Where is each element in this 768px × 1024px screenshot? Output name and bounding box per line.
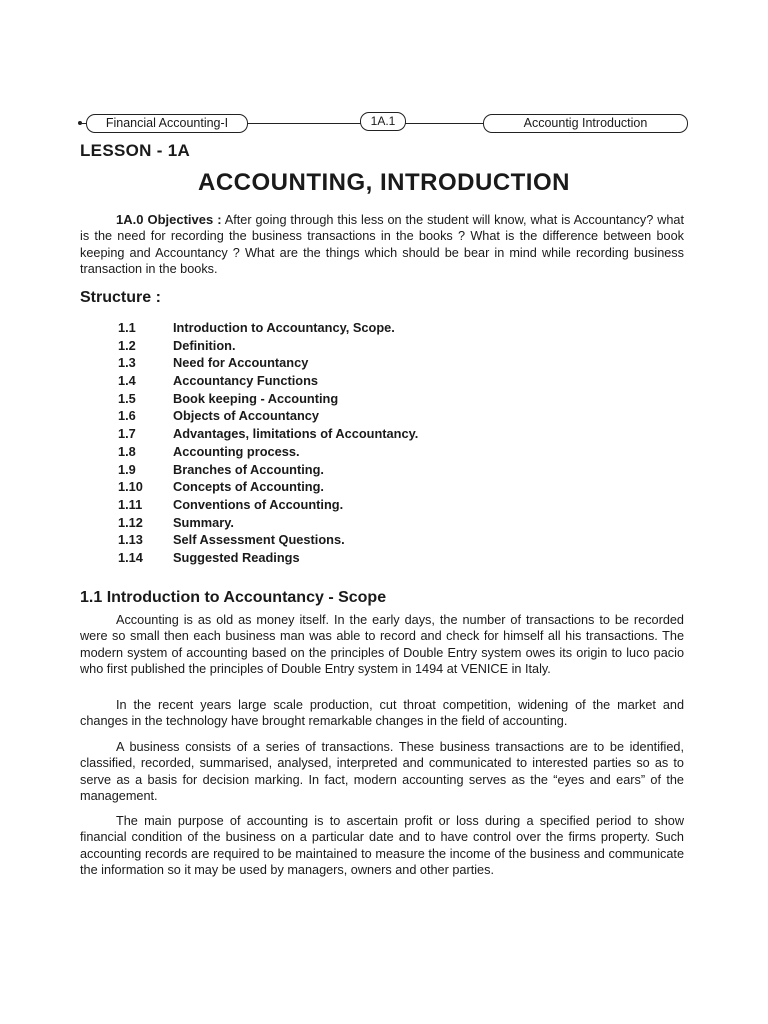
list-item: 1.11 Conventions of Accounting. — [118, 496, 344, 512]
list-item: 1.5 Book keeping - Accounting — [118, 390, 339, 406]
header-course-name: Financial Accounting-I — [86, 114, 248, 133]
list-item: 1.12 Summary. — [118, 514, 234, 530]
list-item: 1.10 Concepts of Accounting. — [118, 479, 324, 495]
body-paragraph: Accounting is as old as money itself. In the early days, the number of transactions to be recorded were so small then each business man was able to record and check for himself all his transactions. The modern system of accounting based on the principles of Double Entry system owes its origin to luco pacio who first published the principles of Double Entry system in 1494 at VENICE in Italy. — [80, 613, 684, 677]
header-page-number: 1A.1 — [360, 112, 406, 131]
list-item: 1.14 Suggested Readings — [118, 549, 300, 565]
list-item: 1.3 Need for Accountancy — [118, 355, 309, 371]
list-item: 1.7 Advantages, limitations of Accountancy. — [118, 426, 419, 442]
list-item: 1.9 Branches of Accounting. — [118, 461, 324, 477]
list-item: 1.2 Definition. — [118, 337, 236, 353]
objectives-text: After going through this less on the student will know, what is Accountancy? what is the need for recording the business transactions in the books ? What is the difference between book keeping and Accountancy ? What are the things which should be bear in mind while recording business transaction in the books. — [80, 213, 684, 277]
list-item: 1.8 Accounting process. — [118, 443, 300, 459]
lesson-label: LESSON - 1A — [80, 141, 191, 160]
section-heading: 1.1 Introduction to Accountancy - Scope — [80, 589, 387, 606]
structure-list — [118, 319, 418, 567]
page-title: ACCOUNTING, INTRODUCTION — [198, 169, 570, 196]
header-rule-end — [78, 121, 82, 125]
body-paragraph: The main purpose of accounting is to ascertain profit or loss during a specified period to show financial condition of the business on a particular date and to have control over the firms property. Such accounting records are required to be maintained to measure the income of the business and communicate the information so it may be used by managers, owners and other parties. — [80, 814, 684, 878]
list-item: 1.4 Accountancy Functions — [118, 373, 319, 389]
body-paragraph: In the recent years large scale production, cut throat competition, widening of the market and changes in the technology have brought remarkable changes in the field of accounting. — [80, 698, 684, 729]
objectives-label: 1A.0 Objectives : — [116, 212, 222, 227]
header-chapter-name: Accountig Introduction — [483, 114, 688, 133]
list-item: 1.1 Introduction to Accountancy, Scope. — [118, 320, 395, 335]
body-paragraph: A business consists of a series of transactions. These business transactions are to be identified, classified, recorded, summarised, analysed, interpreted and communicated to interested parties so as to serve as a basis for decision marking. In fact, modern accounting serves as the “eyes and ears” of the management. — [80, 740, 684, 804]
list-item: 1.6 Objects of Accountancy — [118, 408, 320, 424]
structure-heading: Structure : — [80, 289, 161, 306]
objectives-paragraph — [80, 212, 684, 278]
list-item: 1.13 Self Assessment Questions. — [118, 532, 345, 548]
